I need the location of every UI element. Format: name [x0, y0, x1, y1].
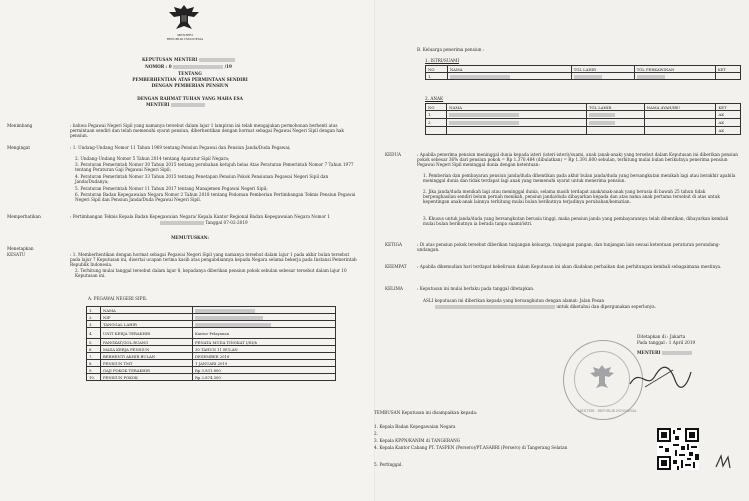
table-row [87, 374, 336, 381]
cell-lahir [586, 127, 644, 135]
cell-lahir [586, 119, 644, 127]
kesatu-label: KESATU [7, 252, 26, 257]
table-row [87, 328, 336, 339]
cell-ket: AK [716, 119, 741, 127]
kedua-item: 3. Khusus untuk janda/duda yang bersangkutan berusia tinggi, maka pensiun janda yang pembayarannya telah dihentikan, dibayarkan kembali mulai bulan berikutnya ia berada tanpa suami/istri. [423, 216, 729, 227]
cell-ket [715, 73, 740, 80]
menimbang-text: : bahwa Pegawai Negeri Sipil yang namanya tersebut dalam lajur 1 lampiran ini telah mengajukan permohonan berhenti atas permintaan sendiri dan telah memenuhi syarat pensiun, diberhentikan dengan hormat sebagai Pegawai Negeri Sipil dengan hak pensiun. [70, 123, 344, 139]
column-header: NO [426, 104, 447, 111]
mengingat-item: 2. Undang-Undang Nomor 5 Tahun 2014 tentang Aparatur Sipil Negara; [75, 156, 230, 161]
mengingat-item: 6. Peraturan Badan Kepegawaian Negara Nomor 2 Tahun 2018 tentang Pedoman Pemberian Pertimbangan Teknis Pensiun Pegawai Negeri Sipil dan Pensiun Janda/Duda Pegawai Negeri Sipil. [75, 192, 356, 203]
table-row [426, 119, 741, 127]
keempat-text: : Apabila dikemudian hari terdapat kekeliruan dalam Keputusan ini akan diadakan perbaikan dan perhitungan kembali sebagaimana mestinya. [417, 264, 722, 269]
row-number: 5. [87, 339, 101, 346]
decree-number-label: NOMOR : 0 [145, 64, 172, 69]
column-header: TGL LAHIR [586, 104, 644, 111]
row-value: 30 TAHUN 11 BULAN [193, 346, 336, 353]
spouse-table [425, 65, 741, 80]
subject-line: PEMBERHENTIAN ATAS PERMINTAAN SENDIRI [132, 77, 248, 82]
rahmat-heading: DENGAN RAHMAT TUHAN YANG MAHA ESA [137, 96, 243, 101]
asli-suffix: untuk diketahui dan dipergunakan seperlunya. [556, 304, 656, 309]
tembusan-title: TEMBUSAN Keputusan ini disampaikan kepada: [374, 410, 478, 415]
table-row [87, 321, 336, 328]
initial-mark [713, 452, 733, 472]
row-number: 2. [87, 314, 101, 321]
cell-lahir [571, 73, 634, 80]
cell-nama [447, 119, 587, 127]
memperhatikan-date: Tanggal 07-02-2019 [205, 220, 248, 225]
document-page-right [375, 0, 749, 501]
column-header: TGL LAHIR [571, 66, 634, 73]
pns-data-table [86, 306, 336, 381]
row-label: PENSIUN POKOK [101, 374, 193, 381]
signer-title: MENTERI [637, 350, 661, 355]
kelima-text: : Keputusan ini mulai berlaku pada tanggal ditetapkan. [417, 286, 535, 291]
cell-kawin [634, 73, 715, 80]
cell-no: 2. [426, 119, 447, 127]
table-row [87, 367, 336, 374]
row-value: DESEMBER 2018 [193, 353, 336, 360]
tembusan-item: 4. Kepala Kantor Cabang PT. TASPEN (Persero)/PT.ASABRI (Persero) di Tangerang Selatan [374, 445, 568, 450]
row-value: PENATA MUDA TINGKAT I/III/b [193, 339, 336, 346]
column-header: NAMA [447, 66, 571, 73]
menetapkan-label: Menetapkan [7, 246, 34, 251]
decree-number-suffix: /19 [224, 64, 232, 69]
row-label: PANGKAT/GOL.RUANG [101, 339, 193, 346]
cell-ortu [644, 119, 716, 127]
tembusan-item: 3. Kepala KPPN/KANIM di TANGERANG [374, 438, 461, 443]
row-value: Rp 2.874.300 [193, 374, 336, 381]
table-row [426, 111, 741, 119]
qr-code-icon [657, 428, 699, 470]
kedua-item: 1. Pemberian dan pembayaran pensiun janda/duda dihentikan pada akhir bulan janda/duda yang bersangkutan menikah lagi atau berakhir apabila meninggal dunia dan tidak terdapat lagi anak yang memenuhi syarat untuk menerima pensiun. [423, 173, 736, 184]
table-row [426, 127, 741, 135]
ketiga-label: KETIGA [385, 242, 403, 247]
column-header: KET [716, 104, 741, 111]
cell-no: 1. [426, 73, 448, 80]
tembusan-item: 2. [374, 431, 378, 436]
row-label: TANGGAL LAHIR [101, 321, 193, 328]
kelima-label: KELIMA [385, 286, 403, 291]
cell-ortu [644, 111, 716, 119]
table-row [87, 339, 336, 346]
table-row [87, 346, 336, 353]
table-row [87, 314, 336, 321]
mengingat-item: 4. Peraturan Pemerintah Nomor 33 Tahun 2015 tentang Penetapan Pensiun Pokok Pensiunan Pegawai Negeri Sipil dan Janda/Dudanya; [75, 174, 329, 185]
crest-caption: MENTERI [177, 33, 193, 37]
table-header-row [426, 66, 741, 73]
row-number: 7. [87, 353, 101, 360]
garuda-emblem-icon [166, 3, 202, 33]
column-header: KET [715, 66, 740, 73]
tentang-label: TENTANG [178, 71, 202, 76]
istri-heading: 1. ISTRI/SUAMI [425, 58, 460, 63]
table-row [87, 307, 336, 314]
tembusan-item: 1. Kepala Badan Kepegawaian Negara [374, 424, 456, 429]
subject-line: DENGAN PEMBERIAN PENSIUN [151, 83, 229, 88]
cell-nama [447, 127, 587, 135]
cell-no: 1. [426, 111, 447, 119]
signature [625, 362, 695, 392]
column-header: NAMA AYAH/IBU [644, 104, 716, 111]
row-value [193, 307, 336, 314]
children-table [425, 103, 741, 135]
stamp-text: MENTERI · REPUBLIK INDONESIA [578, 409, 637, 413]
anak-heading: 2. ANAK [425, 96, 444, 101]
row-value: 1 JANUARI 2019 [193, 360, 336, 367]
row-number: 9. [87, 367, 101, 374]
row-number: 6. [87, 346, 101, 353]
asli-text: ASLI keputusan ini diberikan kepada yang bersangkutan dengan alamat: Jalan Pesan [423, 298, 605, 303]
menimbang-label: Menimbang [7, 123, 33, 128]
cell-no [426, 127, 447, 135]
mengingat-item: 5. Peraturan Pemerintah Nomor 11 Tahun 2017 tentang Manajemen Pegawai Negeri Sipil; [75, 186, 268, 191]
kedua-label: KEDUA [385, 152, 401, 157]
column-header: NAMA [447, 104, 587, 111]
cell-ket: AK [716, 111, 741, 119]
table-header-row [426, 104, 741, 111]
kedua-item: 2. Jika janda/duda menikah lagi atau meninggal dunia, selama masih terdapat anak/anak-anak yang berusia di bawah 25 tahun tidak berpenghasilan sendiri belum pernah menikah, pensiun janda/duda dibayarkan kepada dan atas nama anak pertama tersebut di atas untuk kepentingan anak-anak lainnya terhitung mulai bulan berikutnya terjadinya perubahan/kematian. [423, 189, 720, 205]
tanggal-text: Pada tanggal : 1 April 2019 [637, 340, 696, 345]
row-value: Kantor Pelayanan [193, 328, 336, 339]
row-value [193, 314, 336, 321]
column-header: TGL PERKAWINAN [634, 66, 715, 73]
menteri-heading: MENTERI [146, 102, 170, 107]
memperhatikan-text: : Pertimbangan Teknis Kepala Badan Kepegawaian Negara/ Kepala Kantor Regional Badan Kepegawaian Negara Nomor 1 [70, 214, 330, 219]
mengingat-item: : 1. Undang-Undang Nomor 11 Tahun 1969 tentang Pensiun Pegawai dan Pensiun Janda/Duda Pegawai; [70, 145, 291, 150]
cell-lahir [586, 111, 644, 119]
kesatu-item: : 1. Memberhentikan dengan hormat sebagai Pegawai Negeri Sipil yang namanya tersebut dalam lajur 1 pada akhir bulan tersebut pada lajur 7 Keputusan ini, disertai ucapan terima kasih atas pengabdiannya kepada Negara selama bekerja pada Instansi Pemerintah Republik Indonesia. [70, 252, 357, 268]
mengingat-label: Mengingat [7, 145, 31, 150]
row-label: NIP [101, 314, 193, 321]
row-label: MASA KERJA PENSIUN [101, 346, 193, 353]
cell-nama [447, 111, 587, 119]
memutuskan-heading: MEMUTUSKAN: [171, 235, 209, 240]
keempat-label: KEEMPAT [385, 264, 407, 269]
row-value: Rp 3.831.800 [193, 367, 336, 374]
cell-ket: AK [716, 127, 741, 135]
cell-nama [447, 73, 571, 80]
table-row [87, 353, 336, 360]
table-row [426, 73, 741, 80]
row-number: 4. [87, 328, 101, 339]
document-page-left [0, 0, 374, 501]
section-b-heading: B. Keluarga penerima pensiun : [417, 47, 485, 52]
tembusan-item: 5. Pertinggal. [374, 462, 403, 467]
kesatu-item: 2. Terhitung mulai tanggal tersebut dalam lajur 8, kepadanya diberikan pensiun pokok sebulan sebesar tersebut dalam lajur 10 Keputusan ini. [75, 268, 347, 279]
mengingat-item: 3. Peraturan Pemerintah Nomor 30 Tahun 2015 tentang perubahan ketujuh belas Atas Peraturan Pemerintah Nomor 7 Tahun 1977 tentang Peraturan Gaji Pegawai Negeri Sipil; [75, 162, 354, 173]
section-a-heading: A. PEGAWAI NEGERI SIPIL [88, 296, 147, 301]
memperhatikan-label: Memperhatikan [7, 214, 41, 219]
column-header: NO [426, 66, 448, 73]
row-number: 10. [87, 374, 101, 381]
crest-caption: REPUBLIK INDONESIA [166, 36, 204, 41]
decree-title: KEPUTUSAN MENTERI [142, 57, 198, 62]
ditetapkan-text: Ditetapkan di : Jakarta [637, 334, 686, 339]
row-number: 3. [87, 321, 101, 328]
kedua-text: : Apabila penerima pensiun meninggal dunia kepada isteri (isteri-isteri)/suami, anak (anak-anak) yang tersebut dalam Keputusan ini diberikan pensiun pokok sebesar 36% dari pensiun pokok = Rp 1.370.484 (dibulatkan) = Rp 1.391.800 sebulan, terhitung mulai bulan berikutnya penerima pensiun Pegawai Negeri Sipil meninggal dunia dengan ketentuan: [417, 152, 739, 168]
row-label: GAJI POKOK TERAKHIR [101, 367, 193, 374]
row-number: 1. [87, 307, 101, 314]
row-number: 8. [87, 360, 101, 367]
ketiga-text: : Di atas pensiun pokok tersebut diberikan tunjangan keluarga, tunjangan pangan, dan tunjangan lain sesuai ketentuan peraturan perundang-undangan. [417, 242, 720, 253]
row-label: UNIT KERJA TERAKHIR [101, 328, 193, 339]
row-label: PENSIUN TMT [101, 360, 193, 367]
cell-ortu [644, 127, 716, 135]
row-label: NAMA [101, 307, 193, 314]
row-value [193, 321, 336, 328]
table-row [87, 360, 336, 367]
row-label: BERHENTI AKHIR BULAN [101, 353, 193, 360]
